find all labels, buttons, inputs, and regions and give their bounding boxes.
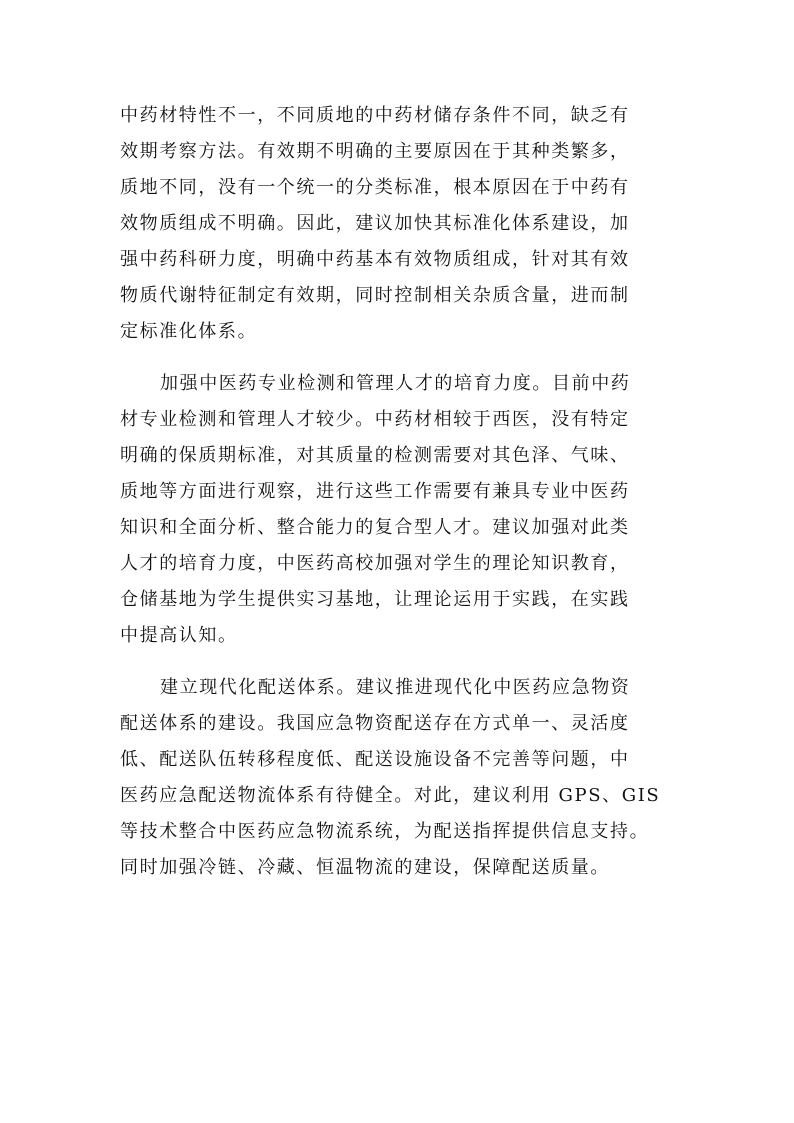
text-line: 医药应急配送物流体系有待健全。对此，建议利用 GPS、GIS <box>120 785 661 806</box>
text-line: 定标准化体系。 <box>120 321 258 342</box>
text-line: 物质代谢特征制定有效期，同时控制相关杂质含量，进而制 <box>120 285 630 306</box>
text-line: 明确的保质期标准，对其质量的检测需要对其色泽、气味、 <box>120 445 630 466</box>
text-line: 低、配送队伍转移程度低、配送设施设备不完善等问题，中 <box>120 749 630 770</box>
text-line: 效物质组成不明确。因此，建议加快其标准化体系建设，加 <box>120 213 630 234</box>
text-line: 配送体系的建设。我国应急物资配送存在方式单一、灵活度 <box>120 713 630 734</box>
text-line: 仓储基地为学生提供实习基地，让理论运用于实践，在实践 <box>120 589 630 610</box>
document-body <box>120 98 678 902</box>
paragraph-distribution-system <box>120 670 678 886</box>
text-line: 材专业检测和管理人才较少。中药材相较于西医，没有特定 <box>120 409 630 430</box>
text-line: 强中药科研力度，明确中药基本有效物质组成，针对其有效 <box>120 249 630 270</box>
text-line: 质地不同，没有一个统一的分类标准，根本原因在于中药有 <box>120 177 630 198</box>
text-line: 知识和全面分析、整合能力的复合型人才。建议加强对此类 <box>120 517 630 538</box>
text-line: 加强中医药专业检测和管理人才的培育力度。目前中药 <box>160 373 631 394</box>
text-line: 中提高认知。 <box>120 625 238 646</box>
text-line: 效期考察方法。有效期不明确的主要原因在于其种类繁多， <box>120 141 630 162</box>
text-line: 中药材特性不一，不同质地的中药材储存条件不同，缺乏有 <box>120 105 630 126</box>
paragraph-shelf-life-standardization <box>120 98 678 350</box>
text-line: 同时加强冷链、冷藏、恒温物流的建设，保障配送质量。 <box>120 857 610 878</box>
paragraph-talent-cultivation <box>120 366 678 654</box>
text-line: 质地等方面进行观察，进行这些工作需要有兼具专业中医药 <box>120 481 630 502</box>
text-line: 人才的培育力度，中医药高校加强对学生的理论知识教育， <box>120 553 630 574</box>
text-line: 建立现代化配送体系。建议推进现代化中医药应急物资 <box>160 677 631 698</box>
text-line: 等技术整合中医药应急物流系统，为配送指挥提供信息支持。 <box>120 821 650 842</box>
